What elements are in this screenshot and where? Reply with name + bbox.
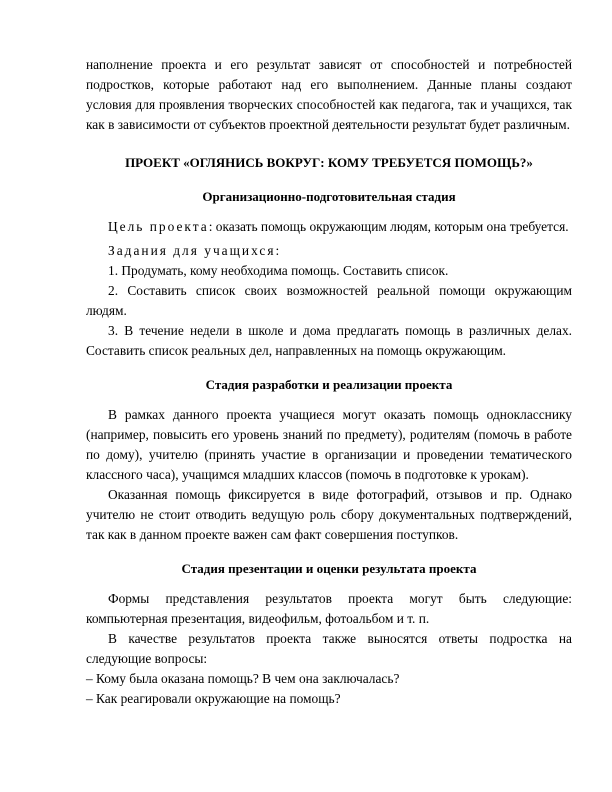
stage3-paragraph: В качестве результатов проекта также выносятся ответы подростка на следующие вопросы: <box>86 631 572 666</box>
stage3-paragraph: Формы представления результатов проекта могут быть следующие: компьютерная презентация, видеофильм, фотоальбом и т. п. <box>86 591 572 626</box>
goal-text: : оказать помощь окружающим людям, которым она требуется. <box>208 219 569 234</box>
intro-paragraph: наполнение проекта и его результат зависят от способностей и потребностей подростков, которые работают над его выполнением. Данные планы создают условия для проявления творческих способностей как педагога, так и учащихся, так как в зависимости от субъектов проектной деятельности результат будет различным. <box>86 57 572 132</box>
goal-paragraph <box>86 217 572 237</box>
task-item: 2. Составить список своих возможностей реальной помощи окружающим людям. <box>86 283 572 318</box>
tasks-colon: : <box>275 243 280 258</box>
tasks-label: Задания для учащихся <box>108 243 276 258</box>
question-item: – Как реагировали окружающие на помощь? <box>86 691 341 706</box>
stage2-paragraph: В рамках данного проекта учащиеся могут оказать помощь однокласснику (например, повысить его уровень знаний по предмету), родителям (помочь в работе по дому), учителю (принять участие в организации и проведении тематического классного часа), учащимся младших классов (помочь в подготовке к урокам). <box>86 407 572 482</box>
task-item: 1. Продумать, кому необходима помощь. Составить список. <box>108 263 449 278</box>
question-item: – Кому была оказана помощь? В чем она заключалась? <box>86 671 400 686</box>
tasks-header <box>86 241 572 261</box>
goal-label: Цель проекта <box>108 219 209 234</box>
stage1-heading: Организационно-подготовительная стадия <box>202 189 456 204</box>
stage2-paragraph: Оказанная помощь фиксируется в виде фотографий, отзывов и пр. Однако учителю не стоит отводить ведущую роль сбору документальных подтверждений, так как в данном проекте важен сам факт совершения поступков. <box>86 487 572 542</box>
task-item: 3. В течение недели в школе и дома предлагать помощь в различных делах. Составить список реальных дел, направленных на помощь окружающим. <box>86 323 572 358</box>
project-title: ПРОЕКТ «ОГЛЯНИСЬ ВОКРУГ: КОМУ ТРЕБУЕТСЯ ПОМОЩЬ?» <box>125 155 533 170</box>
stage2-heading: Стадия разработки и реализации проекта <box>205 377 453 392</box>
stage3-heading: Стадия презентации и оценки результата проекта <box>181 561 477 576</box>
